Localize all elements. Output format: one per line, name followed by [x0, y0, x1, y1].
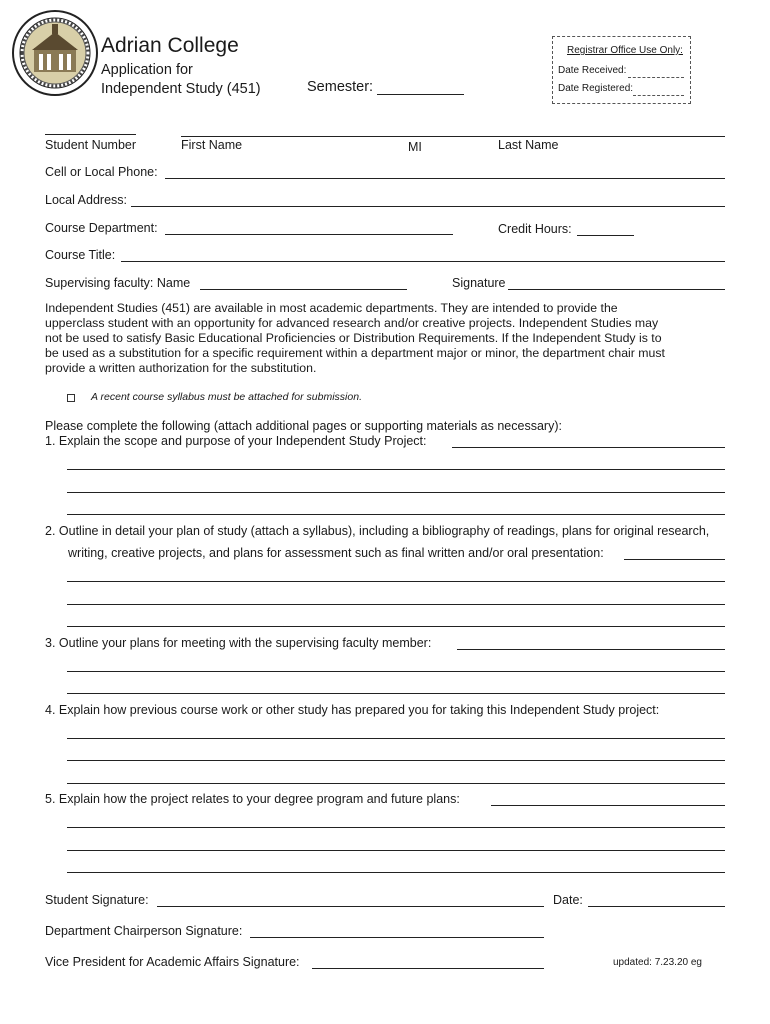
instructions: Please complete the following (attach additional pages or supporting materials as necessary): [45, 419, 562, 433]
vp-signature-label: Vice President for Academic Affairs Signature: [45, 955, 300, 969]
faculty-signature-field[interactable] [508, 289, 725, 290]
answer-line[interactable] [67, 783, 725, 784]
date-received-label: Date Received: [558, 65, 627, 76]
answer-line[interactable] [67, 469, 725, 470]
student-signature-label: Student Signature: [45, 893, 149, 907]
semester-field[interactable] [377, 94, 464, 95]
question-1: 1. Explain the scope and purpose of your Independent Study Project: [45, 434, 427, 448]
date-label: Date: [553, 893, 583, 907]
form-title-line1: Application for [101, 62, 193, 78]
answer-line[interactable] [67, 850, 725, 851]
college-seal-logo [12, 10, 98, 96]
credit-hours-label: Credit Hours: [498, 222, 572, 236]
policy-line: provide a written authorization for the substitution. [45, 361, 317, 375]
address-label: Local Address: [45, 193, 127, 207]
question-3: 3. Outline your plans for meeting with the supervising faculty member: [45, 636, 432, 650]
department-label: Course Department: [45, 221, 158, 235]
registrar-box [552, 36, 691, 104]
policy-line: be used as a substitution for a specific requirement within a department major or minor, the department chair must [45, 346, 665, 360]
name-field[interactable] [181, 136, 725, 137]
course-title-label: Course Title: [45, 248, 116, 262]
chair-signature-label: Department Chairperson Signature: [45, 924, 243, 938]
answer-line[interactable] [67, 671, 725, 672]
student-signature-field[interactable] [157, 906, 544, 907]
signature-label: Signature [452, 276, 506, 290]
chair-signature-field[interactable] [250, 937, 544, 938]
question-4: 4. Explain how previous course work or other study has prepared you for taking this Independent Study project: [45, 703, 660, 717]
last-name-label: Last Name [498, 138, 559, 152]
answer-line[interactable] [67, 514, 725, 515]
answer-line[interactable] [67, 872, 725, 873]
faculty-name-field[interactable] [200, 289, 407, 290]
address-field[interactable] [131, 206, 725, 207]
college-name: Adrian College [101, 34, 239, 57]
syllabus-checkbox[interactable] [67, 394, 75, 402]
policy-line: Independent Studies (451) are available in most academic departments. They are intended to provide the [45, 301, 618, 315]
syllabus-note: A recent course syllabus must be attached for submission. [91, 391, 362, 403]
vp-signature-field[interactable] [312, 968, 544, 969]
answer-line[interactable] [67, 827, 725, 828]
student-number-field[interactable] [45, 134, 136, 135]
answer-line[interactable] [452, 447, 725, 448]
semester-label: Semester: [307, 79, 374, 95]
form-title-line2: Independent Study (451) [101, 81, 261, 97]
registrar-title: Registrar Office Use Only: [567, 45, 683, 56]
answer-line[interactable] [624, 559, 725, 560]
answer-line[interactable] [67, 492, 725, 493]
answer-line[interactable] [67, 626, 725, 627]
policy-line: not be used to satisfy Basic Educational Proficiencies or Distribution Requirements. If the Independent Study is to [45, 331, 662, 345]
course-title-field[interactable] [121, 261, 725, 262]
answer-line[interactable] [457, 649, 725, 650]
question-5: 5. Explain how the project relates to your degree program and future plans: [45, 792, 460, 806]
policy-paragraph [45, 301, 735, 376]
student-number-label: Student Number [45, 138, 137, 152]
phone-label: Cell or Local Phone: [45, 165, 158, 179]
date-received-field[interactable] [628, 77, 684, 78]
answer-line[interactable] [67, 693, 725, 694]
answer-line[interactable] [67, 581, 725, 582]
faculty-name-label: Supervising faculty: Name [45, 276, 191, 290]
question-2-cont: writing, creative projects, and plans for assessment such as final written and/or oral presentation: [68, 546, 604, 560]
updated-note: updated: 7.23.20 eg [613, 957, 702, 968]
phone-field[interactable] [165, 178, 725, 179]
date-registered-label: Date Registered: [558, 83, 634, 94]
credit-hours-field[interactable] [577, 235, 634, 236]
answer-line[interactable] [67, 738, 725, 739]
first-name-label: First Name [181, 138, 243, 152]
answer-line[interactable] [491, 805, 725, 806]
answer-line[interactable] [67, 604, 725, 605]
policy-line: upperclass student with an opportunity for advanced research and/or creative projects. Independent Studies may [45, 316, 659, 330]
department-field[interactable] [165, 234, 453, 235]
answer-line[interactable] [67, 760, 725, 761]
question-2: 2. Outline in detail your plan of study (attach a syllabus), including a bibliography of readings, plans for original research, [45, 524, 710, 538]
mi-label: MI [408, 140, 422, 154]
date-field[interactable] [588, 906, 725, 907]
date-registered-field[interactable] [633, 95, 684, 96]
